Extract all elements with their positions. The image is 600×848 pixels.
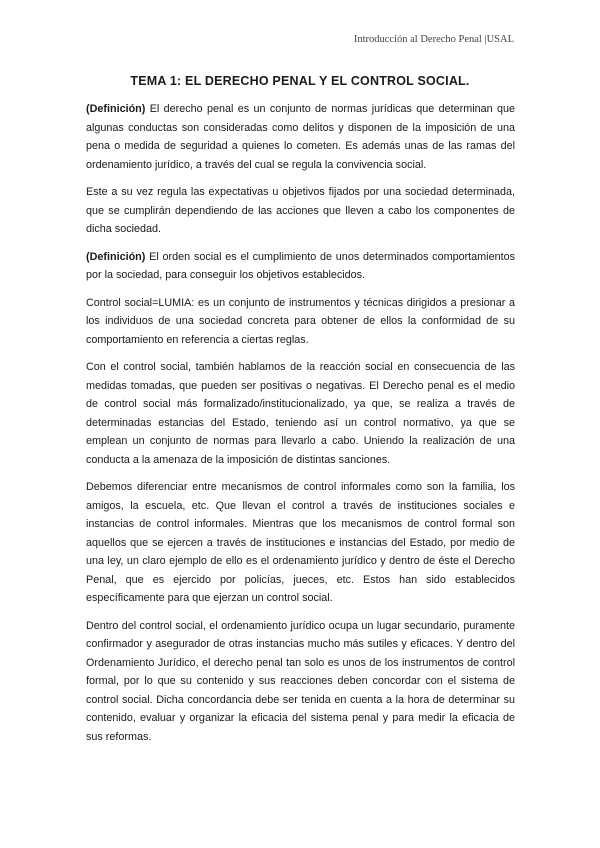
definition-label: (Definición) — [86, 250, 146, 263]
document-body — [86, 100, 515, 755]
paragraph — [86, 358, 515, 469]
definition-label: (Definición) — [86, 103, 146, 115]
paragraph-text: El orden social es el cumplimiento de unos determinados comportamientos por la sociedad, para conseguir los objetivos establecidos. — [86, 250, 515, 281]
paragraph-text: Este a su vez regula las expectativas u objetivos fijados por una sociedad determinada, que se cumplirán dependiendo de las acciones que lleven a cabo los componentes de dicha sociedad. — [86, 186, 515, 235]
paragraph — [86, 617, 515, 747]
paragraph-text: Control social=LUMIA: es un conjunto de instrumentos y técnicas dirigidos a presionar a los individuos de una sociedad concreta para obtener de ellos la conformidad de su comportamiento en referencia a ciertas reglas. — [86, 296, 515, 346]
paragraph-text: El derecho penal es un conjunto de normas jurídicas que determinan que algunas conductas son consideradas como delitos y disponen de la imposición de una pena o medida de seguridad a quienes lo cometen. Es además unas de las ramas del ordenamiento jurídico, a través del cual se regula la convivencia social. — [86, 103, 515, 171]
paragraph-text: Debemos diferenciar entre mecanismos de control informales como son la familia, los amigos, la escuela, etc. Que llevan el control a través de instituciones sociales e instancias de control informales. Mientras que los mecanismos de control formal son aquellos que se ejercen a través de instituciones e instancias del Estado, por medio de una ley, un claro ejemplo de ello es el ordenamiento jurídico y dentro de éste el Derecho Penal, que es ejercido por policías, jueces, etc. Estos han sido establecidos específicamente para que ejerzan un control social. — [86, 481, 515, 604]
paragraph-text: Con el control social, también hablamos de la reacción social en consecuencia de las medidas tomadas, que pueden ser positivas o negativas. El Derecho penal es el medio de control social más formalizado/institucionalizado, ya que, se realiza a través de determinadas estancias del Estado, teniendo así un control normativo, ya que se emplean un conjunto de normas para llevarlo a cabo. Uniendo la realización de una conducta a la amenaza de la imposición de distintas sanciones. — [86, 361, 515, 466]
document-title: TEMA 1: EL DERECHO PENAL Y EL CONTROL SOCIAL. — [130, 74, 470, 88]
paragraph — [86, 100, 515, 174]
page-header: Introducción al Derecho Penal |USAL — [353, 34, 514, 45]
paragraph-text: Dentro del control social, el ordenamiento jurídico ocupa un lugar secundario, puramente confirmador y asegurador de otras instancias mucho más sutiles y eficaces. Y dentro del Ordenamiento Jurídico, el derecho penal tan solo es unos de los instrumentos de control formal, por lo que su contenido y sus reacciones deben concordar con el sistema de control social. Dicha concordancia debe ser tenida en cuenta a la hora de determinar su contenido, evaluar y organizar la eficacia del sistema penal y para medir la eficacia de sus reformas. — [86, 619, 515, 743]
paragraph — [86, 294, 515, 350]
paragraph — [86, 183, 515, 239]
paragraph — [86, 248, 515, 285]
paragraph — [86, 478, 515, 608]
